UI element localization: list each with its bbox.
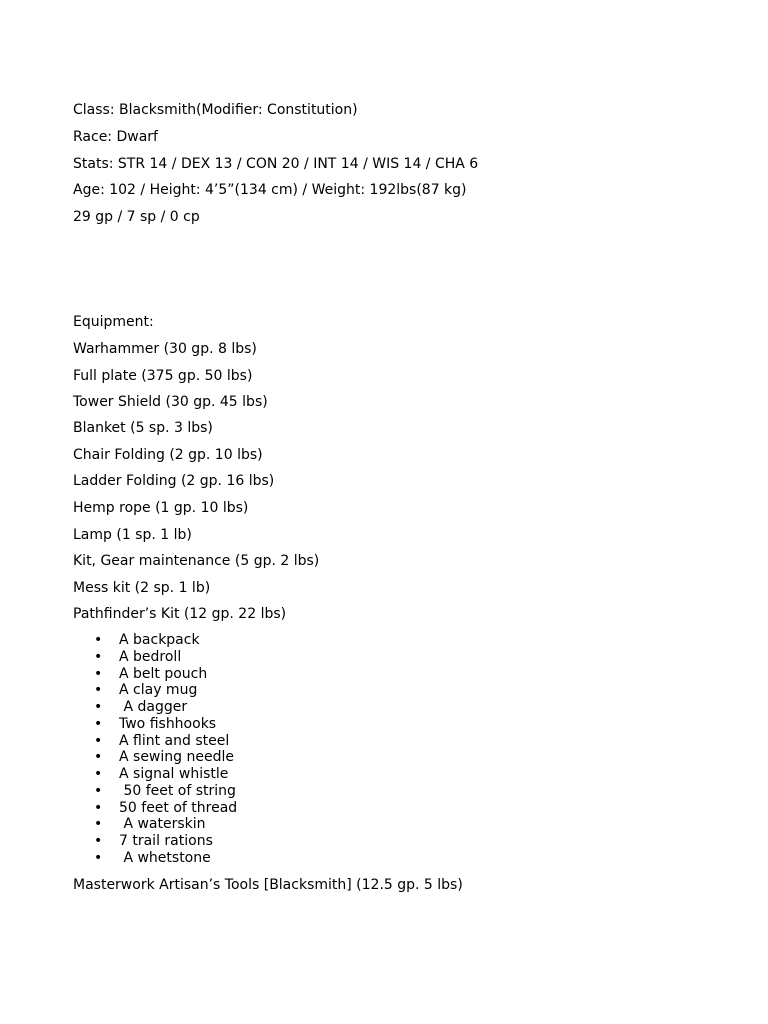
money-line: 29 gp / 7 sp / 0 cp <box>73 209 200 225</box>
bullet-icon: • <box>94 632 103 648</box>
final-equipment-item: Masterwork Artisan’s Tools [Blacksmith] (12.5 gp. 5 lbs) <box>73 877 463 893</box>
list-item-label: 50 feet of string <box>119 782 236 799</box>
list-item-label: 7 trail rations <box>119 833 213 849</box>
list-item-label: Two fishhooks <box>119 715 217 732</box>
equipment-item: Mess kit (2 sp. 1 lb) <box>73 580 211 596</box>
list-item-label: 50 feet of thread <box>119 799 238 816</box>
equipment-heading: Equipment: <box>73 314 154 330</box>
list-item <box>73 816 237 833</box>
list-item-label: A flint and steel <box>119 732 230 749</box>
list-item <box>73 632 237 649</box>
class-line: Class: Blacksmith(Modifier: Constitution) <box>73 102 358 118</box>
bullet-icon: • <box>94 699 103 715</box>
list-item <box>73 766 237 783</box>
list-item <box>73 716 237 733</box>
list-item <box>73 833 237 850</box>
equipment-item: Kit, Gear maintenance (5 gp. 2 lbs) <box>73 553 320 569</box>
bullet-icon: • <box>94 799 103 816</box>
list-item-label: A belt pouch <box>119 665 208 682</box>
list-item <box>73 733 237 750</box>
list-item-label: A waterskin <box>119 816 206 833</box>
equipment-item: Tower Shield (30 gp. 45 lbs) <box>73 394 268 410</box>
bullet-icon: • <box>94 849 103 866</box>
bullet-icon: • <box>94 682 103 699</box>
bullet-icon: • <box>94 833 103 849</box>
bullet-icon: • <box>94 665 103 682</box>
bullet-icon: • <box>94 766 103 782</box>
equipment-item: Warhammer (30 gp. 8 lbs) <box>73 341 257 357</box>
race-line: Race: Dwarf <box>73 129 158 145</box>
list-item-label: A backpack <box>119 632 200 648</box>
list-item-label: A clay mug <box>119 682 198 699</box>
list-item <box>73 800 237 817</box>
list-item <box>73 649 237 666</box>
age-height-weight-line: Age: 102 / Height: 4’5”(134 cm) / Weight: 192lbs(87 kg) <box>73 182 467 198</box>
equipment-item: Hemp rope (1 gp. 10 lbs) <box>73 500 249 516</box>
equipment-item: Blanket (5 sp. 3 lbs) <box>73 420 213 436</box>
pathfinder-kit-contents <box>73 632 237 867</box>
bullet-icon: • <box>94 782 103 799</box>
bullet-icon: • <box>94 715 103 732</box>
list-item-label: A dagger <box>119 699 188 715</box>
equipment-item: Full plate (375 gp. 50 lbs) <box>73 368 253 384</box>
list-item <box>73 749 237 766</box>
list-item <box>73 850 237 867</box>
bullet-icon: • <box>94 816 103 833</box>
list-item <box>73 699 237 716</box>
bullet-icon: • <box>94 732 103 749</box>
bullet-icon: • <box>94 749 103 766</box>
equipment-item: Chair Folding (2 gp. 10 lbs) <box>73 447 263 463</box>
list-item-label: A bedroll <box>119 648 182 665</box>
list-item <box>73 783 237 800</box>
list-item <box>73 666 237 683</box>
list-item-label: A signal whistle <box>119 766 229 782</box>
list-item-label: A whetstone <box>119 849 211 866</box>
list-item <box>73 682 237 699</box>
list-item-label: A sewing needle <box>119 749 234 766</box>
bullet-icon: • <box>94 648 103 665</box>
equipment-item: Lamp (1 sp. 1 lb) <box>73 527 192 543</box>
equipment-item: Ladder Folding (2 gp. 16 lbs) <box>73 473 275 489</box>
stats-line: Stats: STR 14 / DEX 13 / CON 20 / INT 14 / WIS 14 / CHA 6 <box>73 156 479 172</box>
equipment-item: Pathfinder’s Kit (12 gp. 22 lbs) <box>73 606 287 622</box>
